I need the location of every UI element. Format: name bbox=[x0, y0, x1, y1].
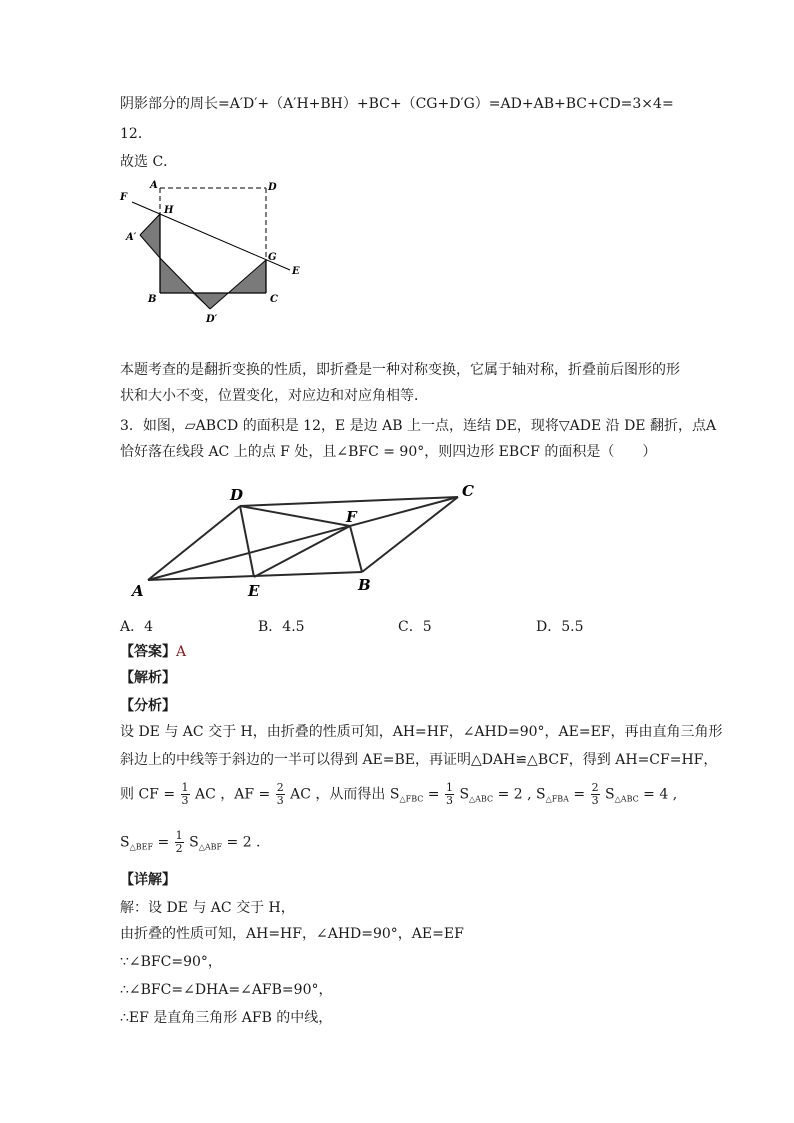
choose-c: 故选 C． bbox=[120, 154, 178, 170]
label-G: G bbox=[268, 252, 277, 263]
perimeter-line: 阴影部分的周长=A′D′+（A′H+BH）+BC+（CG+D′G）=AD+AB+BC+CD=3×4= bbox=[120, 96, 674, 112]
detail-line-2: 由折叠的性质可知，AH=HF，∠AHD=90°，AE=EF bbox=[120, 926, 464, 942]
figure-folded-square bbox=[118, 178, 308, 328]
shaded-a-prime bbox=[140, 214, 160, 258]
label-D-prime: D′ bbox=[206, 314, 218, 325]
detail-line-5: ∴EF 是直角三角形 AFB 的中线， bbox=[120, 1010, 333, 1026]
question-3-line-1: 3．如图，▱ABCD 的面积是 12，E 是边 AB 上一点，连结 DE，现将▽ADE 沿 DE 翻折，点A bbox=[120, 418, 717, 434]
label-E: E bbox=[248, 582, 260, 600]
perimeter-result: 12． bbox=[120, 126, 152, 142]
label-C: C bbox=[462, 482, 474, 500]
jiexi-heading: 【解析】 bbox=[120, 670, 176, 686]
label-D: D bbox=[230, 486, 244, 504]
detail-line-1: 解：设 DE 与 AC 交于 H， bbox=[120, 900, 295, 916]
option-a: A．4 bbox=[120, 619, 154, 635]
option-d: D．5.5 bbox=[536, 619, 584, 635]
label-D: D bbox=[268, 182, 277, 193]
label-E: E bbox=[292, 266, 300, 277]
label-F: F bbox=[346, 508, 357, 526]
dianjing-line-2: 状和大小不变，位置变化，对应边和对应角相等． bbox=[120, 388, 428, 404]
dianjing-line-1: 本题考查的是翻折变换的性质，即折叠是一种对称变换，它属于轴对称，折叠前后图形的形 bbox=[120, 362, 680, 378]
label-H: H bbox=[164, 205, 174, 216]
label-A: A bbox=[150, 180, 158, 191]
label-B: B bbox=[148, 294, 157, 305]
option-b: B．4.5 bbox=[258, 619, 305, 635]
label-F: F bbox=[120, 192, 128, 203]
analysis-line-2: 斜边上的中线等于斜边的一半可以得到 AE=BE，再证明△DAH≌△BCF，得到 AH=CF=HF， bbox=[120, 752, 718, 768]
label-B: B bbox=[358, 576, 371, 594]
label-A-prime: A′ bbox=[126, 232, 137, 243]
xiangjie-heading: 【详解】 bbox=[120, 872, 176, 888]
label-A: A bbox=[132, 582, 144, 600]
analysis-line-1: 设 DE 与 AC 交于 H，由折叠的性质可知，AH=HF，∠AHD=90°，AE=EF，再由直角三角形 bbox=[120, 724, 723, 740]
answer-line: 【答案】A bbox=[120, 644, 187, 660]
question-3-line-2: 恰好落在线段 AC 上的点 F 处，且∠BFC = 90°，则四边形 EBCF 的面积是（ ） bbox=[120, 444, 657, 460]
detail-line-4: ∴∠BFC=∠DHA=∠AFB=90°， bbox=[120, 982, 333, 998]
analysis-line-3: 则 CF = $\frac{1}{3}$ AC ，AF = $\frac{2}{3}$ AC ，从而得出 $S_{\triangle FBC}$ = $\frac{1}{3}$ $S_{\triangle ABC} = 2$ , $S_{\triangle FBA}$ = $\frac{2}{3}$ $S_{\triangle ABC} = 4$ , bbox=[120, 781, 678, 807]
analysis-line-4: $S_{\triangle BEF}$ = $\frac{1}{2}$ $S_{\triangle ABF} = 2$ . bbox=[120, 829, 261, 855]
fenxi-heading: 【分析】 bbox=[120, 698, 176, 714]
figure-parallelogram bbox=[128, 480, 488, 604]
option-c: C．5 bbox=[398, 619, 432, 635]
label-C: C bbox=[270, 294, 278, 305]
detail-line-3: ∵∠BFC=90°， bbox=[120, 954, 222, 970]
